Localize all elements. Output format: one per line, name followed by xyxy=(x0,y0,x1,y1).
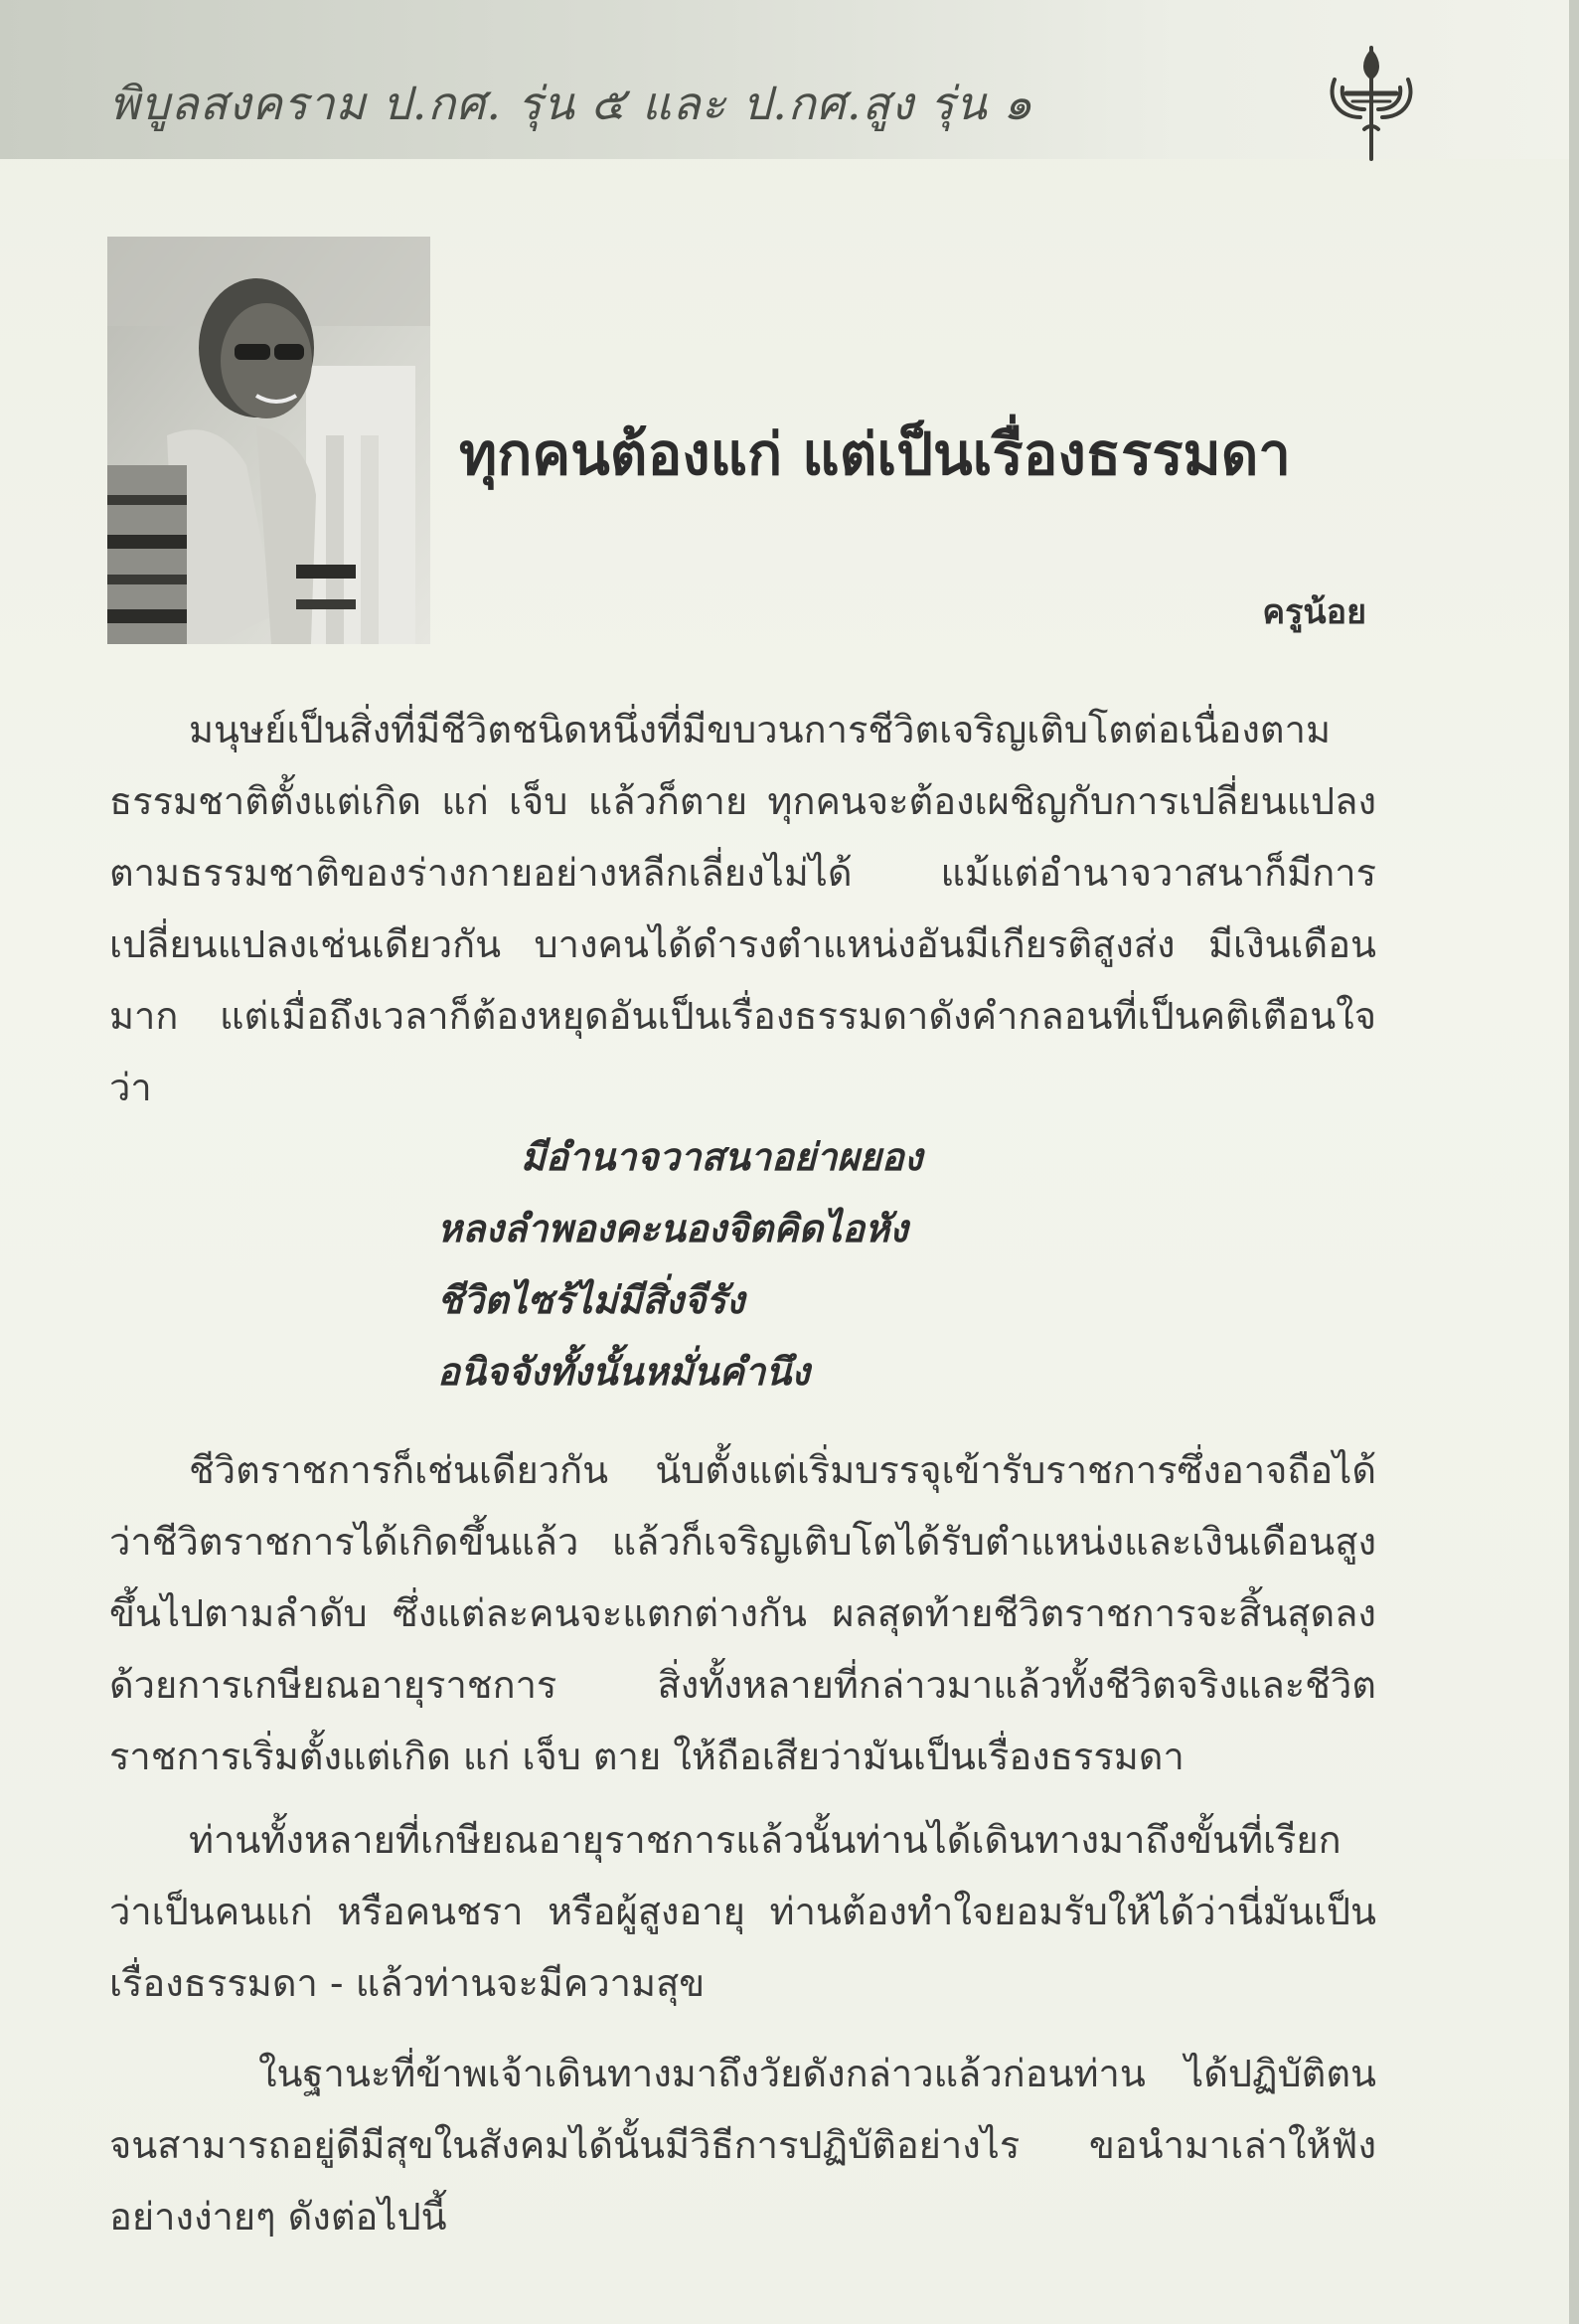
author-name: ครูน้อย xyxy=(1262,592,1366,632)
poem-line: มีอำนาจวาสนาอย่าผยอง xyxy=(521,1135,923,1179)
page-edge xyxy=(1569,0,1579,2324)
poem-block xyxy=(437,1121,922,1408)
paragraph-author-experience: ในฐานะที่ข้าพเจ้าเดินทางมาถึงวัยดังกล่าวแล้วก่อนท่าน ได้ปฏิบัติตนจนสามารถอยู่ดีมีสุขในสังคมได้นั้นมีวิธีการปฏิบัติอย่างไร ขอนำมาเล่าให้ฟังอย่างง่ายๆ ดังต่อไปนี้ xyxy=(109,2052,1376,2239)
institution-emblem-icon xyxy=(1317,38,1426,167)
paragraph-civil-service: ชีวิตราชการก็เช่นเดียวกัน นับตั้งแต่เริ่มบรรจุเข้ารับราชการซึ่งอาจถือได้ว่าชีวิตราชการได้เกิดขึ้นแล้ว แล้วก็เจริญเติบโตได้รับตำแหน่งและเงินเดือนสูงขึ้นไปตามลำดับ ซึ่งแต่ละคนจะแตกต่างกัน ผลสุดท้ายชีวิตราชการจะสิ้นสุดลงด้วยการเกษียณอายุราชการ สิ่งทั้งหลายที่กล่าวมาแล้วทั้งชีวิตจริงและชีวิตราชการเริ่มตั้งแต่เกิด แก่ เจ็บ ตาย ให้ถือเสียว่ามันเป็นเรื่องธรรมดา xyxy=(109,1448,1376,1778)
author-portrait-photo xyxy=(107,237,430,644)
poem-line: หลงลำพองคะนองจิตคิดไอหัง xyxy=(437,1207,908,1250)
running-header-title: พิบูลสงคราม ป.กศ. รุ่น ๕ และ ป.กศ.สูง รุ่น ๑ xyxy=(109,77,1033,130)
portrait-illustration xyxy=(107,237,430,644)
poem-line: อนิจจังทั้งนั้นหมั่นคำนึง xyxy=(437,1350,810,1394)
paragraph-retirees: ท่านทั้งหลายที่เกษียณอายุราชการแล้วนั้นท่านได้เดินทางมาถึงขั้นที่เรียกว่าเป็นคนแก่ หรือคนชรา หรือผู้สูงอายุ ท่านต้องทำใจยอมรับให้ได้ว่านี่มันเป็นเรื่องธรรมดา - แล้วท่านจะมีความสุข xyxy=(109,1818,1376,2005)
paragraph-intro: มนุษย์เป็นสิ่งที่มีชีวิตชนิดหนึ่งที่มีขบวนการชีวิตเจริญเติบโตต่อเนื่องตามธรรมชาติตั้งแต่เกิด แก่ เจ็บ แล้วก็ตาย ทุกคนจะต้องเผชิญกับการเปลี่ยนแปลงตามธรรมชาติของร่างกายอย่างหลีกเลี่ยงไม่ได้ แม้แต่อำนาจวาสนาก็มีการเปลี่ยนแปลงเช่นเดียวกัน บางคนได้ดำรงตำแหน่งอันมีเกียรติสูงส่ง มีเงินเดือนมาก แต่เมื่อถึงเวลาก็ต้องหยุดอันเป็นเรื่องธรรมดาดังคำกลอนที่เป็นคติเตือนใจว่า xyxy=(109,708,1376,1109)
article-title: ทุกคนต้องแก่ แต่เป็นเรื่องธรรมดา xyxy=(459,420,1291,488)
poem-line: ชีวิตไซร้ไม่มีสิ่งจีรัง xyxy=(437,1278,745,1322)
